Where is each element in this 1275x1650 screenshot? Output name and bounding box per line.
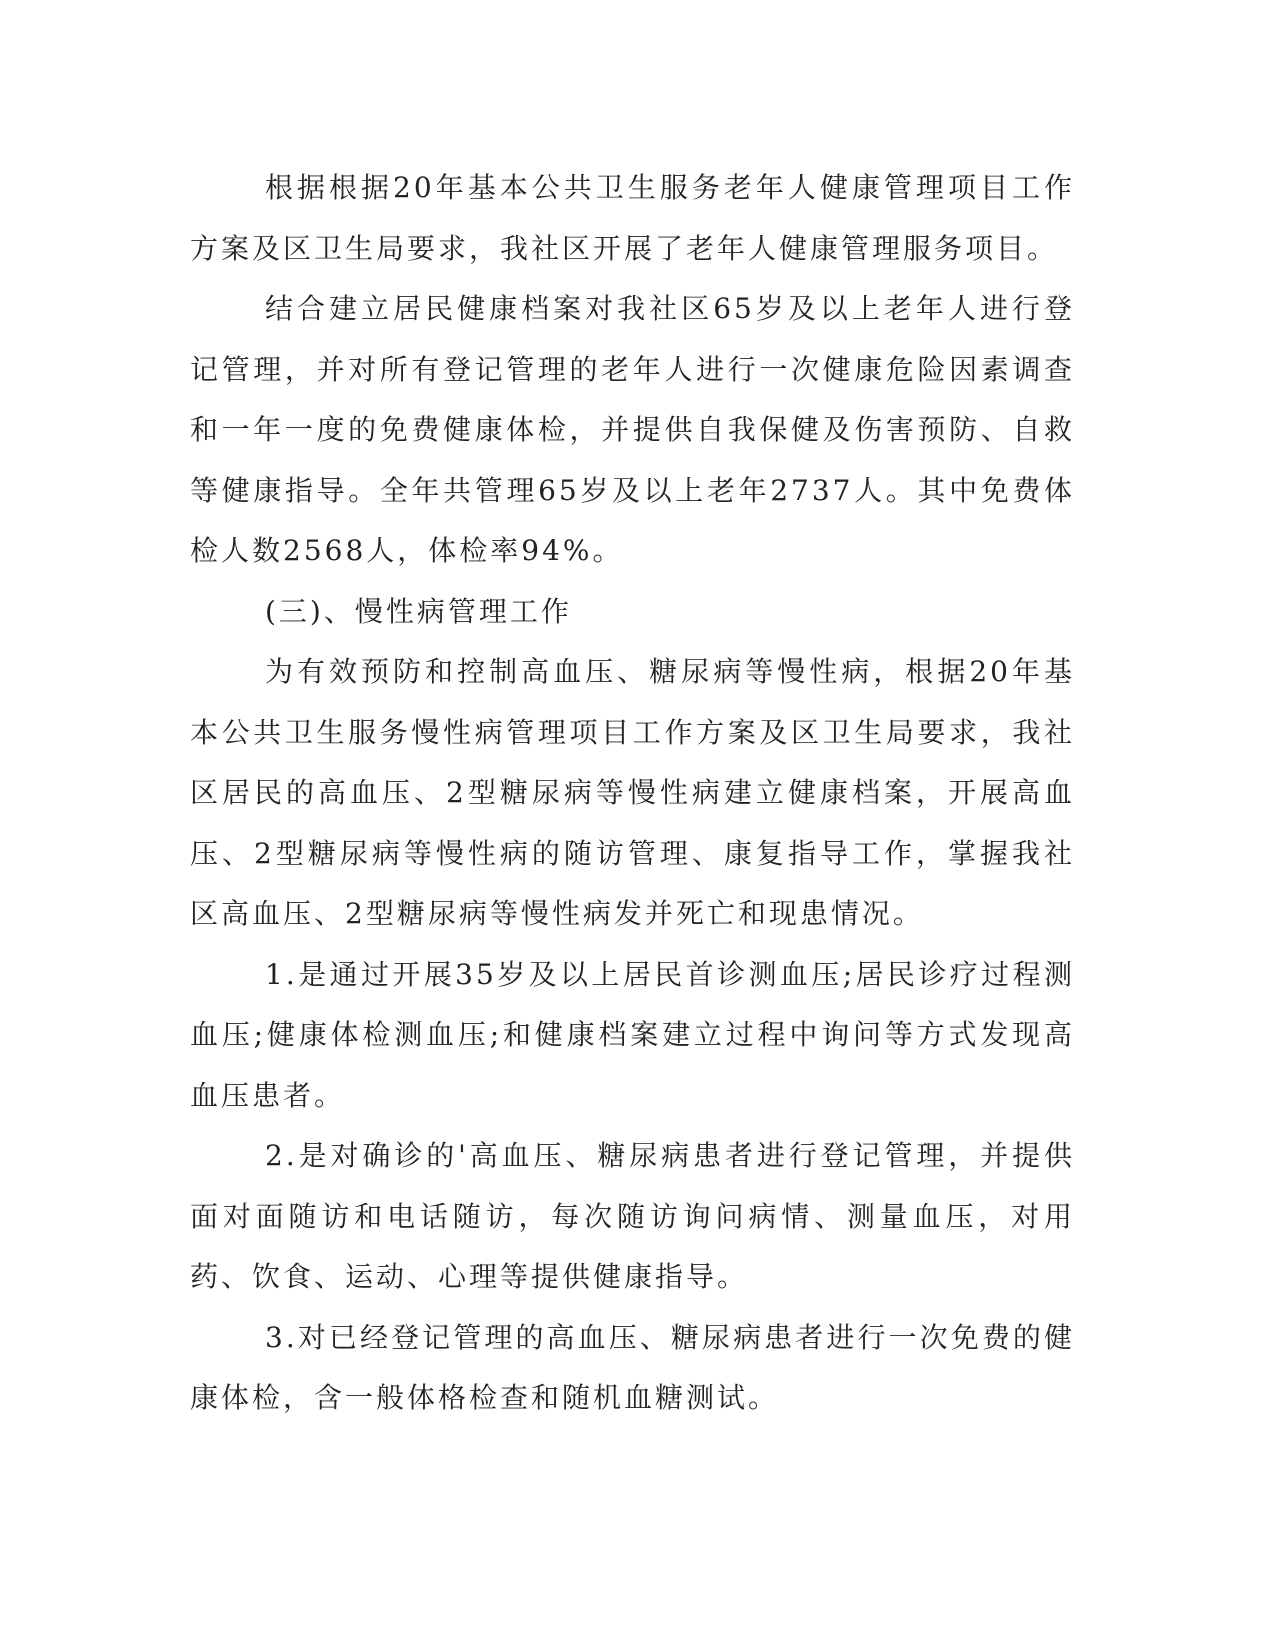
paragraph-elderly-registration: 结合建立居民健康档案对我社区65岁及以上老年人进行登记管理，并对所有登记管理的老年人进行一次健康危险因素调查和一年一度的免费健康体检，并提供自我保健及伤害预防、自救等健康指导。全年共管理65岁及以上老年2737人。其中免费体检人数2568人，体检率94%。 (190, 292, 1075, 567)
paragraph-elderly-health-intro: 根据根据20年基本公共卫生服务老年人健康管理项目工作方案及区卫生局要求，我社区开展了老年人健康管理服务项目。 (190, 171, 1075, 265)
document-body (190, 158, 1075, 1429)
list-item-2: 2.是对确诊的'高血压、糖尿病患者进行登记管理，并提供面对面随访和电话随访，每次随访询问病情、测量血压，对用药、饮食、运动、心理等提供健康指导。 (190, 1139, 1075, 1293)
section-heading-chronic-disease: (三)、慢性病管理工作 (265, 594, 572, 628)
paragraph-chronic-disease-overview: 为有效预防和控制高血压、糖尿病等慢性病，根据20年基本公共卫生服务慢性病管理项目工作方案及区卫生局要求，我社区居民的高血压、2型糖尿病等慢性病建立健康档案，开展高血压、2型糖尿病等慢性病的随访管理、康复指导工作，掌握我社区高血压、2型糖尿病等慢性病发并死亡和现患情况。 (190, 655, 1075, 930)
list-item-3: 3.对已经登记管理的高血压、糖尿病患者进行一次免费的健康体检，含一般体格检查和随机血糖测试。 (190, 1320, 1075, 1414)
list-item-1: 1.是通过开展35岁及以上居民首诊测血压;居民诊疗过程测血压;健康体检测血压;和健康档案建立过程中询问等方式发现高血压患者。 (190, 957, 1075, 1112)
